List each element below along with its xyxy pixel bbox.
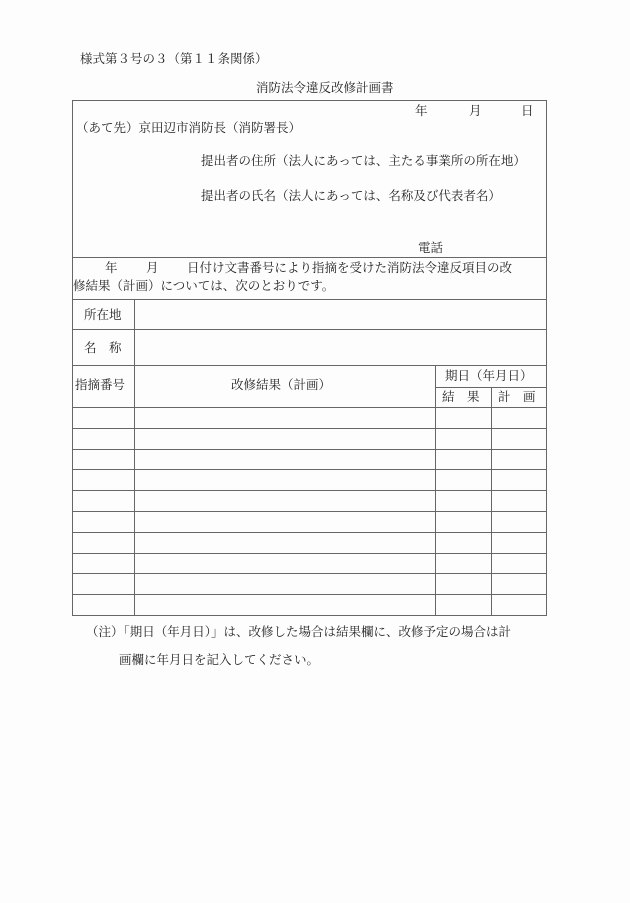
column-divider: [134, 299, 135, 615]
table-cell-item-number[interactable]: [75, 598, 132, 612]
document-title: 消防法令違反改修計画書: [256, 80, 394, 95]
location-label: 所在地: [84, 307, 122, 322]
table-cell-item-number[interactable]: [75, 536, 132, 550]
submitter-name-label: 提出者の氏名（法人にあっては、名称及び代表者名）: [201, 188, 501, 203]
row-divider: [73, 469, 546, 470]
row-divider: [73, 428, 546, 429]
table-cell-item-number[interactable]: [75, 432, 132, 446]
divider: [73, 329, 546, 330]
table-cell-result[interactable]: [438, 432, 489, 446]
form-table: [72, 100, 547, 616]
date-month: 月: [469, 103, 482, 118]
table-cell-plan[interactable]: [494, 411, 544, 425]
table-cell-plan[interactable]: [494, 473, 544, 487]
table-cell-result-plan[interactable]: [137, 515, 433, 529]
intro-month: 月: [146, 260, 159, 275]
intro-line2: 修結果（計画）については、次のとおりです。: [73, 278, 335, 293]
table-cell-item-number[interactable]: [75, 473, 132, 487]
row-divider: [73, 490, 546, 491]
header-deadline: 期日（年月日）: [445, 368, 533, 383]
row-divider: [73, 594, 546, 595]
table-cell-result[interactable]: [438, 453, 489, 467]
table-cell-item-number[interactable]: [75, 515, 132, 529]
addressee: （あて先）京田辺市消防長（消防署長）: [76, 120, 302, 135]
submitter-address-label: 提出者の住所（法人にあっては、主たる事業所の所在地）: [201, 153, 526, 168]
note-line1: （注）「期日（年月日）」は、改修した場合は結果欄に、改修予定の場合は計: [86, 624, 512, 639]
table-cell-plan[interactable]: [494, 515, 544, 529]
divider: [435, 387, 546, 388]
note-line2: 画欄に年月日を記入してください。: [119, 652, 320, 667]
table-cell-result[interactable]: [438, 494, 489, 508]
table-cell-item-number[interactable]: [75, 557, 132, 571]
intro-year: 年: [105, 260, 118, 275]
table-cell-plan[interactable]: [494, 598, 544, 612]
header-result-plan: 改修結果（計画）: [231, 377, 332, 392]
table-cell-result-plan[interactable]: [137, 453, 433, 467]
table-cell-plan[interactable]: [494, 494, 544, 508]
divider: [73, 257, 546, 258]
row-divider: [73, 553, 546, 554]
table-cell-item-number[interactable]: [75, 577, 132, 591]
header-result: 結 果: [442, 389, 480, 404]
table-cell-result[interactable]: [438, 598, 489, 612]
table-cell-result[interactable]: [438, 515, 489, 529]
table-cell-result[interactable]: [438, 536, 489, 550]
table-cell-item-number[interactable]: [75, 411, 132, 425]
intro-line1: 日付け文書番号により指摘を受けた消防法令違反項目の改: [187, 260, 513, 275]
divider: [73, 299, 546, 300]
header-item-number: 指摘番号: [75, 377, 126, 392]
header-plan: 計 画: [498, 389, 536, 404]
table-cell-plan[interactable]: [494, 536, 544, 550]
table-cell-result[interactable]: [438, 577, 489, 591]
table-cell-result-plan[interactable]: [137, 432, 433, 446]
phone-label: 電話: [418, 240, 444, 255]
column-divider: [491, 387, 492, 615]
table-cell-result-plan[interactable]: [137, 598, 433, 612]
name-label: 名 称: [84, 340, 122, 355]
row-divider: [73, 449, 546, 450]
table-cell-result[interactable]: [438, 473, 489, 487]
divider: [73, 407, 546, 408]
divider: [73, 365, 546, 366]
table-cell-plan[interactable]: [494, 432, 544, 446]
table-cell-result-plan[interactable]: [137, 557, 433, 571]
row-divider: [73, 532, 546, 533]
table-cell-result[interactable]: [438, 411, 489, 425]
date-year: 年: [415, 103, 428, 118]
table-cell-result-plan[interactable]: [137, 577, 433, 591]
row-divider: [73, 511, 546, 512]
table-cell-plan[interactable]: [494, 577, 544, 591]
table-cell-result-plan[interactable]: [137, 536, 433, 550]
row-divider: [73, 573, 546, 574]
table-cell-plan[interactable]: [494, 557, 544, 571]
form-id: 様式第３号の３（第１１条関係）: [80, 51, 268, 66]
date-day: 日: [521, 103, 534, 118]
table-cell-result-plan[interactable]: [137, 494, 433, 508]
table-cell-item-number[interactable]: [75, 494, 132, 508]
table-cell-item-number[interactable]: [75, 453, 132, 467]
table-cell-result-plan[interactable]: [137, 411, 433, 425]
table-cell-plan[interactable]: [494, 453, 544, 467]
table-cell-result[interactable]: [438, 557, 489, 571]
table-cell-result-plan[interactable]: [137, 473, 433, 487]
